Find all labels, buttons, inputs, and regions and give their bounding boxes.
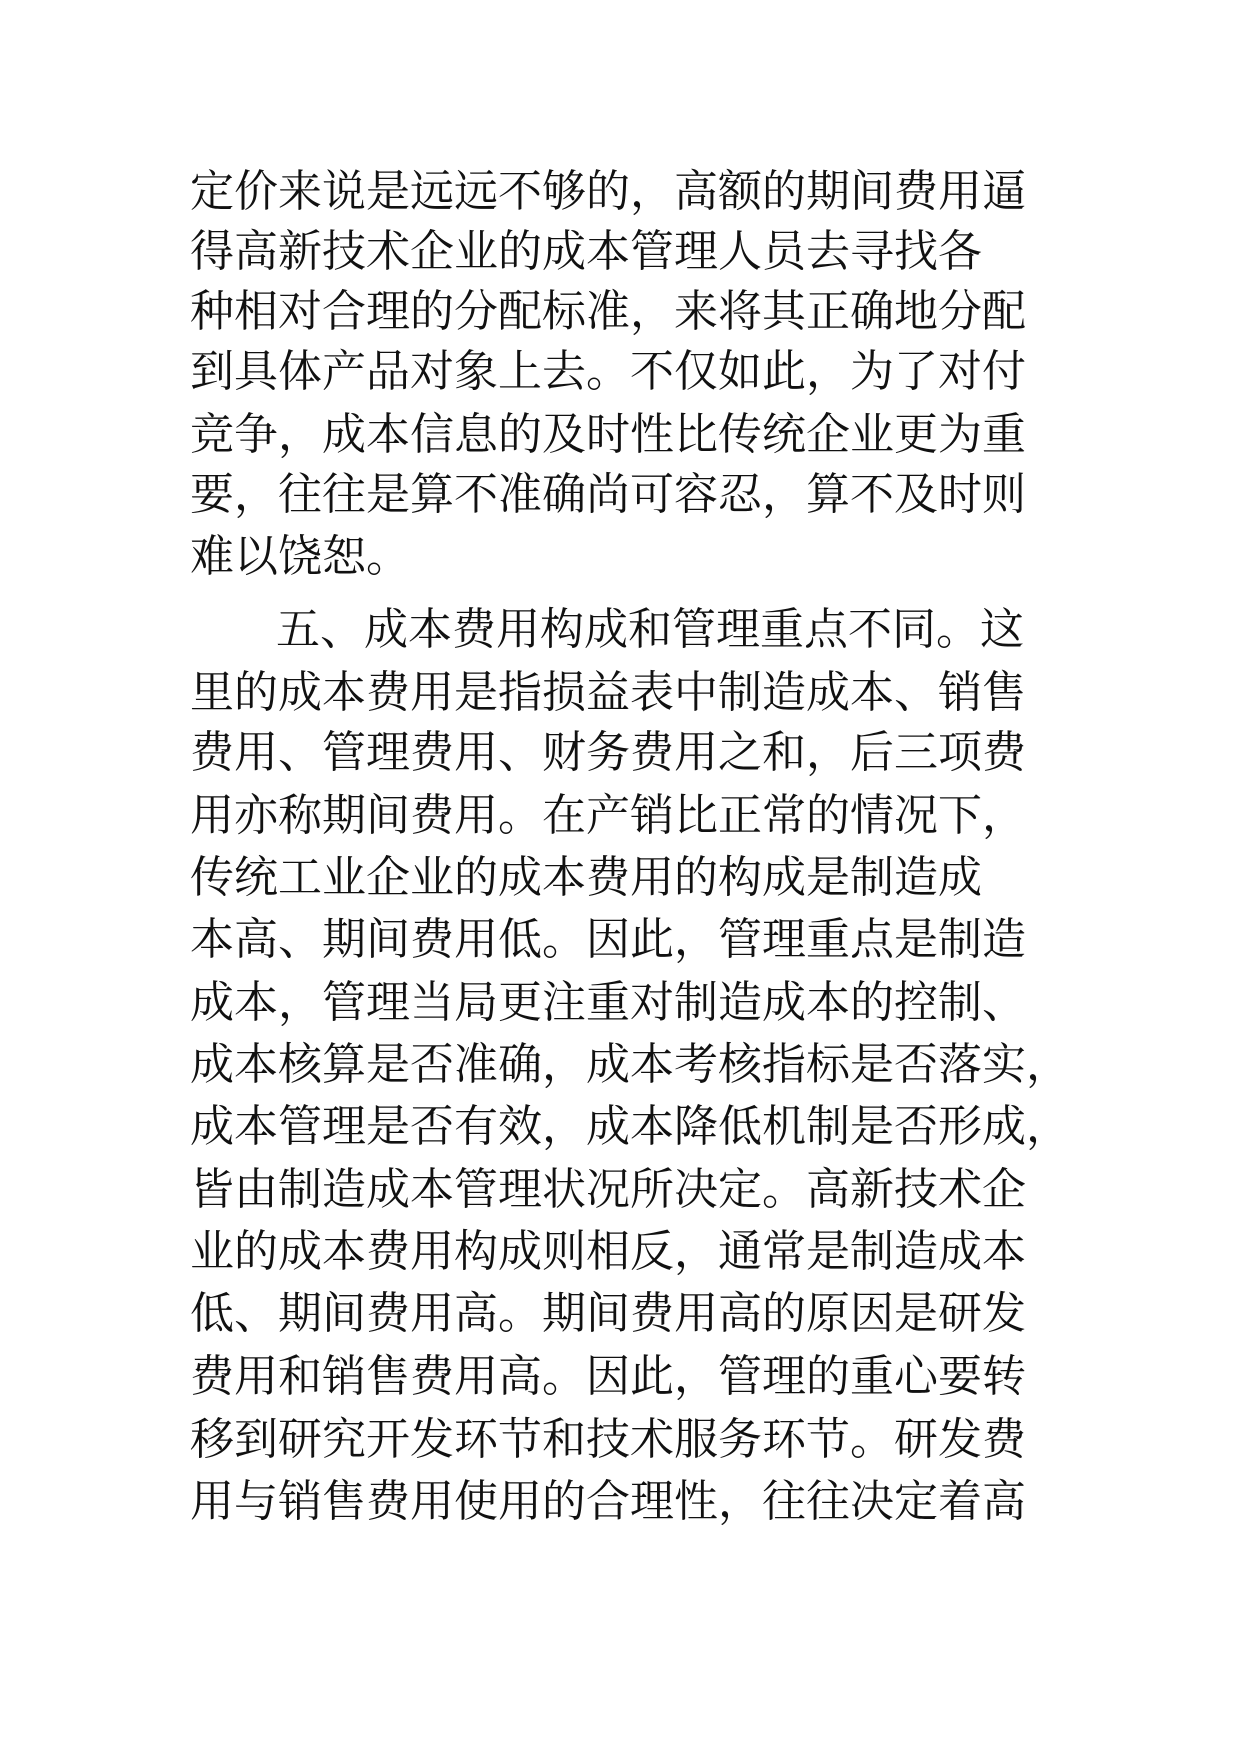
- text-line: 得高新技术企业的成本管理人员去寻找各: [190, 226, 982, 277]
- text-line: 成本核算是否准确，成本考核指标是否落实，: [190, 1039, 1070, 1090]
- text-line: 成本管理是否有效，成本降低机制是否形成，: [190, 1101, 1070, 1152]
- paragraph-start-line: 五、成本费用构成和管理重点不同。这: [276, 604, 1024, 655]
- text-line: 用亦称期间费用。在产销比正常的情况下，: [190, 790, 1026, 841]
- text-line: 费用、管理费用、财务费用之和，后三项费: [190, 727, 1026, 778]
- text-line: 要，往往是算不准确尚可容忍，算不及时则: [190, 469, 1026, 520]
- text-line: 定价来说是远远不够的，高额的期间费用逼: [190, 166, 1026, 217]
- text-line: 本高、期间费用低。因此，管理重点是制造: [190, 914, 1026, 965]
- text-line: 皆由制造成本管理状况所决定。高新技术企: [190, 1164, 1026, 1215]
- text-line: 难以饶恕。: [190, 531, 410, 582]
- text-line: 成本，管理当局更注重对制造成本的控制、: [190, 977, 1026, 1028]
- text-line: 种相对合理的分配标准，来将其正确地分配: [190, 286, 1026, 337]
- text-line: 移到研究开发环节和技术服务环节。研发费: [190, 1414, 1026, 1465]
- text-line: 费用和销售费用高。因此，管理的重心要转: [190, 1351, 1026, 1402]
- text-line: 低、期间费用高。期间费用高的原因是研发: [190, 1288, 1026, 1339]
- text-line: 业的成本费用构成则相反，通常是制造成本: [190, 1226, 1026, 1277]
- text-line: 传统工业企业的成本费用的构成是制造成: [190, 852, 982, 903]
- text-line: 里的成本费用是指损益表中制造成本、销售: [190, 667, 1026, 718]
- text-line: 到具体产品对象上去。不仅如此，为了对付: [190, 346, 1026, 397]
- text-line: 竞争，成本信息的及时性比传统企业更为重: [190, 409, 1026, 460]
- text-line: 用与销售费用使用的合理性，往往决定着高: [190, 1476, 1026, 1527]
